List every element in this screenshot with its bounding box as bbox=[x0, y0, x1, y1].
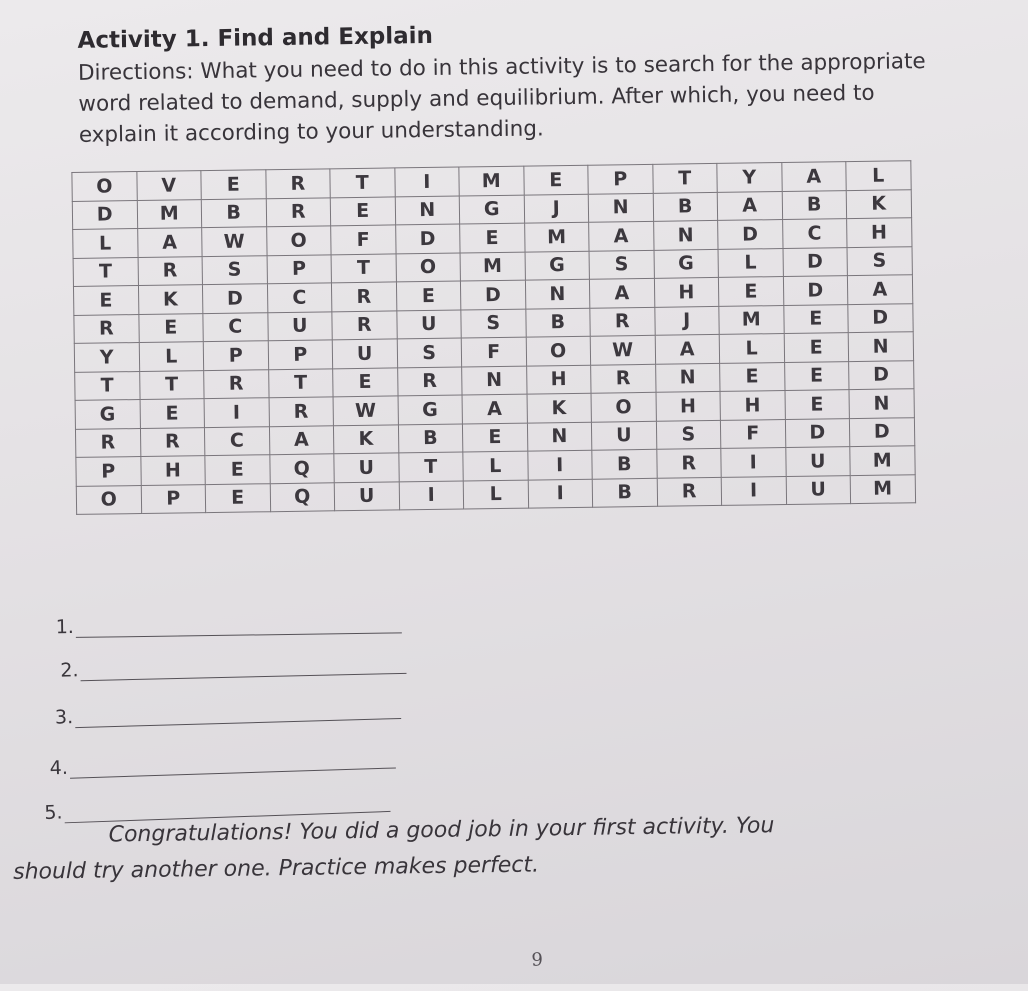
answer-blank[interactable] bbox=[76, 612, 402, 638]
answer-item-4[interactable] bbox=[49, 746, 396, 779]
grid-cell[interactable]: M bbox=[459, 166, 524, 195]
grid-cell[interactable]: E bbox=[205, 455, 270, 484]
grid-cell[interactable]: T bbox=[331, 253, 396, 282]
answer-number: 5. bbox=[43, 801, 63, 825]
grid-cell[interactable]: W bbox=[590, 335, 655, 364]
grid-cell[interactable]: L bbox=[73, 229, 138, 258]
grid-cell[interactable]: L bbox=[718, 248, 783, 277]
grid-cell[interactable]: K bbox=[138, 285, 203, 314]
grid-cell[interactable]: R bbox=[204, 369, 269, 398]
answer-item-1[interactable] bbox=[56, 611, 402, 638]
grid-cell[interactable]: B bbox=[525, 308, 590, 337]
grid-cell[interactable]: D bbox=[783, 276, 848, 305]
grid-cell[interactable]: B bbox=[592, 449, 657, 478]
grid-cell[interactable]: N bbox=[527, 422, 592, 451]
grid-cell[interactable]: U bbox=[591, 421, 656, 450]
grid-cell[interactable]: R bbox=[266, 197, 331, 226]
grid-cell[interactable]: W bbox=[202, 227, 267, 256]
grid-cell[interactable]: A bbox=[589, 278, 654, 307]
grid-cell[interactable]: O bbox=[396, 253, 461, 282]
closing-line-2: should try another one. Practice makes perfect. bbox=[12, 852, 540, 885]
grid-cell[interactable]: A bbox=[269, 425, 334, 454]
grid-cell[interactable]: R bbox=[140, 427, 205, 456]
grid-cell[interactable]: D bbox=[848, 303, 913, 332]
grid-cell[interactable]: N bbox=[655, 363, 720, 392]
grid-cell[interactable]: A bbox=[137, 228, 202, 257]
grid-cell[interactable]: H bbox=[526, 365, 591, 394]
grid-cell[interactable]: T bbox=[75, 371, 140, 400]
grid-cell[interactable]: C bbox=[204, 426, 269, 455]
grid-cell[interactable]: U bbox=[267, 311, 332, 340]
grid-cell[interactable]: L bbox=[846, 161, 911, 190]
grid-cell[interactable]: B bbox=[653, 192, 718, 221]
grid-cell[interactable]: O bbox=[266, 226, 331, 255]
grid-cell[interactable]: P bbox=[267, 254, 332, 283]
grid-cell[interactable]: A bbox=[847, 275, 912, 304]
grid-cell[interactable]: U bbox=[396, 310, 461, 339]
grid-cell[interactable]: J bbox=[654, 306, 719, 335]
grid-cell[interactable]: E bbox=[460, 223, 525, 252]
grid-cell[interactable]: E bbox=[201, 170, 266, 199]
grid-cell[interactable]: G bbox=[75, 400, 140, 429]
grid-cell[interactable]: D bbox=[849, 417, 914, 446]
grid-cell[interactable]: A bbox=[589, 221, 654, 250]
grid-cell[interactable]: T bbox=[73, 257, 138, 286]
grid-cell[interactable]: Y bbox=[74, 343, 139, 372]
grid-cell[interactable]: E bbox=[333, 367, 398, 396]
grid-cell[interactable]: Y bbox=[717, 163, 782, 192]
grid-cell[interactable]: T bbox=[652, 163, 717, 192]
grid-cell[interactable]: G bbox=[654, 249, 719, 278]
grid-cell[interactable]: U bbox=[332, 339, 397, 368]
grid-cell[interactable]: T bbox=[139, 370, 204, 399]
grid-cell[interactable]: P bbox=[268, 340, 333, 369]
activity-title: Activity 1. Find and Explain bbox=[77, 22, 434, 54]
grid-cell[interactable]: N bbox=[848, 332, 913, 361]
grid-cell[interactable]: M bbox=[719, 305, 784, 334]
grid-cell[interactable]: I bbox=[527, 450, 592, 479]
grid-cell[interactable]: E bbox=[523, 165, 588, 194]
grid-cell[interactable]: D bbox=[202, 284, 267, 313]
word-search-grid bbox=[71, 160, 915, 515]
grid-cell[interactable]: G bbox=[459, 195, 524, 224]
grid-cell[interactable]: F bbox=[461, 337, 526, 366]
grid-cell[interactable]: E bbox=[330, 196, 395, 225]
grid-cell[interactable]: R bbox=[269, 397, 334, 426]
closing-line-1: Congratulations! You did a good job in your first activity. You bbox=[108, 813, 775, 848]
grid-cell[interactable]: E bbox=[784, 361, 849, 390]
grid-cell[interactable]: I bbox=[399, 481, 464, 510]
grid-cell[interactable]: P bbox=[76, 457, 141, 486]
grid-cell[interactable]: R bbox=[591, 364, 656, 393]
grid-cell[interactable]: A bbox=[462, 394, 527, 423]
grid-cell[interactable]: R bbox=[397, 367, 462, 396]
answer-blank[interactable] bbox=[70, 747, 396, 778]
grid-cell[interactable]: H bbox=[140, 456, 205, 485]
grid-cell[interactable]: A bbox=[717, 191, 782, 220]
grid-cell[interactable]: M bbox=[850, 446, 915, 475]
grid-cell[interactable]: K bbox=[846, 189, 911, 218]
grid-cell[interactable]: E bbox=[784, 390, 849, 419]
grid-cell[interactable]: R bbox=[331, 282, 396, 311]
grid-cell[interactable]: E bbox=[73, 286, 138, 315]
grid-cell[interactable]: R bbox=[656, 448, 721, 477]
grid-cell[interactable]: F bbox=[331, 225, 396, 254]
grid-cell[interactable]: S bbox=[397, 338, 462, 367]
grid-cell[interactable]: C bbox=[203, 312, 268, 341]
grid-cell[interactable]: I bbox=[204, 398, 269, 427]
grid-cell[interactable]: M bbox=[137, 199, 202, 228]
grid-cell[interactable]: C bbox=[782, 219, 847, 248]
grid-cell[interactable]: B bbox=[782, 190, 847, 219]
grid-cell[interactable]: R bbox=[332, 310, 397, 339]
grid-cell[interactable]: P bbox=[588, 164, 653, 193]
grid-cell[interactable]: E bbox=[140, 399, 205, 428]
grid-cell[interactable]: U bbox=[785, 447, 850, 476]
answer-blank[interactable] bbox=[75, 698, 401, 728]
grid-cell[interactable]: N bbox=[462, 366, 527, 395]
grid-cell[interactable]: O bbox=[526, 336, 591, 365]
answer-number: 3. bbox=[54, 706, 74, 729]
grid-cell[interactable]: M bbox=[524, 222, 589, 251]
grid-cell[interactable]: L bbox=[139, 342, 204, 371]
grid-cell[interactable]: I bbox=[394, 167, 459, 196]
grid-cell[interactable]: R bbox=[74, 314, 139, 343]
grid-cell[interactable]: D bbox=[460, 280, 525, 309]
grid-cell[interactable]: R bbox=[75, 428, 140, 457]
grid-cell[interactable]: G bbox=[398, 395, 463, 424]
grid-cell[interactable]: U bbox=[334, 481, 399, 510]
grid-cell[interactable]: D bbox=[785, 418, 850, 447]
grid-cell[interactable]: H bbox=[720, 391, 785, 420]
grid-cell[interactable]: H bbox=[654, 277, 719, 306]
page-number: 9 bbox=[531, 949, 544, 971]
grid-cell[interactable]: R bbox=[265, 169, 330, 198]
grid-cell[interactable]: R bbox=[590, 307, 655, 336]
grid-cell[interactable]: C bbox=[267, 283, 332, 312]
grid-cell[interactable]: P bbox=[141, 484, 206, 513]
grid-cell[interactable]: L bbox=[463, 451, 528, 480]
answer-blank[interactable] bbox=[80, 653, 406, 681]
grid-cell[interactable]: I bbox=[721, 476, 786, 505]
grid-cell[interactable]: K bbox=[527, 393, 592, 422]
grid-cell[interactable]: D bbox=[72, 200, 137, 229]
grid-cell[interactable]: D bbox=[849, 360, 914, 389]
grid-cell[interactable]: T bbox=[330, 168, 395, 197]
grid-cell[interactable]: V bbox=[136, 171, 201, 200]
grid-cell[interactable]: S bbox=[847, 246, 912, 275]
grid-cell[interactable]: T bbox=[398, 452, 463, 481]
grid-cell[interactable]: R bbox=[138, 256, 203, 285]
grid-cell[interactable]: B bbox=[398, 424, 463, 453]
grid-cell[interactable]: Q bbox=[270, 482, 335, 511]
grid-cell[interactable]: N bbox=[395, 196, 460, 225]
grid-cell[interactable]: K bbox=[333, 424, 398, 453]
grid-cell[interactable]: D bbox=[718, 220, 783, 249]
grid-cell[interactable]: E bbox=[720, 362, 785, 391]
grid-cell[interactable]: N bbox=[849, 389, 914, 418]
grid-cell[interactable]: M bbox=[850, 474, 915, 503]
grid-cell[interactable]: L bbox=[719, 334, 784, 363]
grid-cell[interactable]: U bbox=[786, 475, 851, 504]
grid-cell[interactable]: H bbox=[656, 391, 721, 420]
grid-cell[interactable]: A bbox=[781, 162, 846, 191]
grid-cell[interactable]: E bbox=[718, 277, 783, 306]
grid-cell[interactable]: I bbox=[721, 448, 786, 477]
grid-cell[interactable]: N bbox=[588, 193, 653, 222]
grid-cell[interactable]: W bbox=[333, 396, 398, 425]
grid-cell[interactable]: O bbox=[76, 485, 141, 514]
word-search-table bbox=[71, 160, 915, 515]
grid-cell[interactable]: R bbox=[657, 477, 722, 506]
answer-number: 4. bbox=[49, 756, 69, 780]
closing-message bbox=[12, 805, 1028, 891]
grid-cell[interactable]: N bbox=[653, 220, 718, 249]
grid-cell[interactable]: S bbox=[202, 255, 267, 284]
grid-cell[interactable]: P bbox=[203, 341, 268, 370]
grid-cell[interactable]: L bbox=[463, 480, 528, 509]
grid-cell[interactable]: E bbox=[138, 313, 203, 342]
grid-cell[interactable]: S bbox=[656, 420, 721, 449]
grid-cell[interactable]: E bbox=[396, 281, 461, 310]
grid-cell[interactable]: T bbox=[268, 368, 333, 397]
grid-cell[interactable]: N bbox=[525, 279, 590, 308]
grid-cell[interactable]: D bbox=[783, 247, 848, 276]
grid-cell[interactable]: M bbox=[460, 252, 525, 281]
answer-item-3[interactable] bbox=[55, 697, 402, 729]
grid-cell[interactable]: U bbox=[334, 453, 399, 482]
answer-number: 2. bbox=[60, 659, 79, 682]
grid-cell[interactable]: S bbox=[589, 250, 654, 279]
answer-number: 1. bbox=[55, 615, 75, 639]
grid-cell[interactable]: I bbox=[528, 479, 593, 508]
activity-directions: Directions: What you need to do in this activity is to search for the appropriate word related to demand, supply and equilibrium. After which, you need to explain it according to your understanding. bbox=[77, 49, 926, 148]
grid-cell[interactable]: G bbox=[525, 251, 590, 280]
grid-cell[interactable]: D bbox=[395, 224, 460, 253]
grid-cell[interactable]: J bbox=[524, 194, 589, 223]
grid-cell[interactable]: F bbox=[720, 419, 785, 448]
grid-cell[interactable]: H bbox=[847, 218, 912, 247]
grid-cell[interactable]: B bbox=[592, 478, 657, 507]
grid-cell[interactable]: E bbox=[205, 483, 270, 512]
grid-cell[interactable]: Q bbox=[269, 454, 334, 483]
grid-cell[interactable]: E bbox=[784, 333, 849, 362]
grid-cell[interactable]: E bbox=[783, 304, 848, 333]
answer-item-2[interactable] bbox=[60, 652, 407, 682]
grid-cell[interactable]: E bbox=[462, 423, 527, 452]
grid-cell[interactable]: O bbox=[591, 392, 656, 421]
grid-cell[interactable]: S bbox=[461, 309, 526, 338]
grid-cell[interactable]: O bbox=[72, 172, 137, 201]
grid-cell[interactable]: A bbox=[655, 334, 720, 363]
grid-cell[interactable]: B bbox=[201, 198, 266, 227]
